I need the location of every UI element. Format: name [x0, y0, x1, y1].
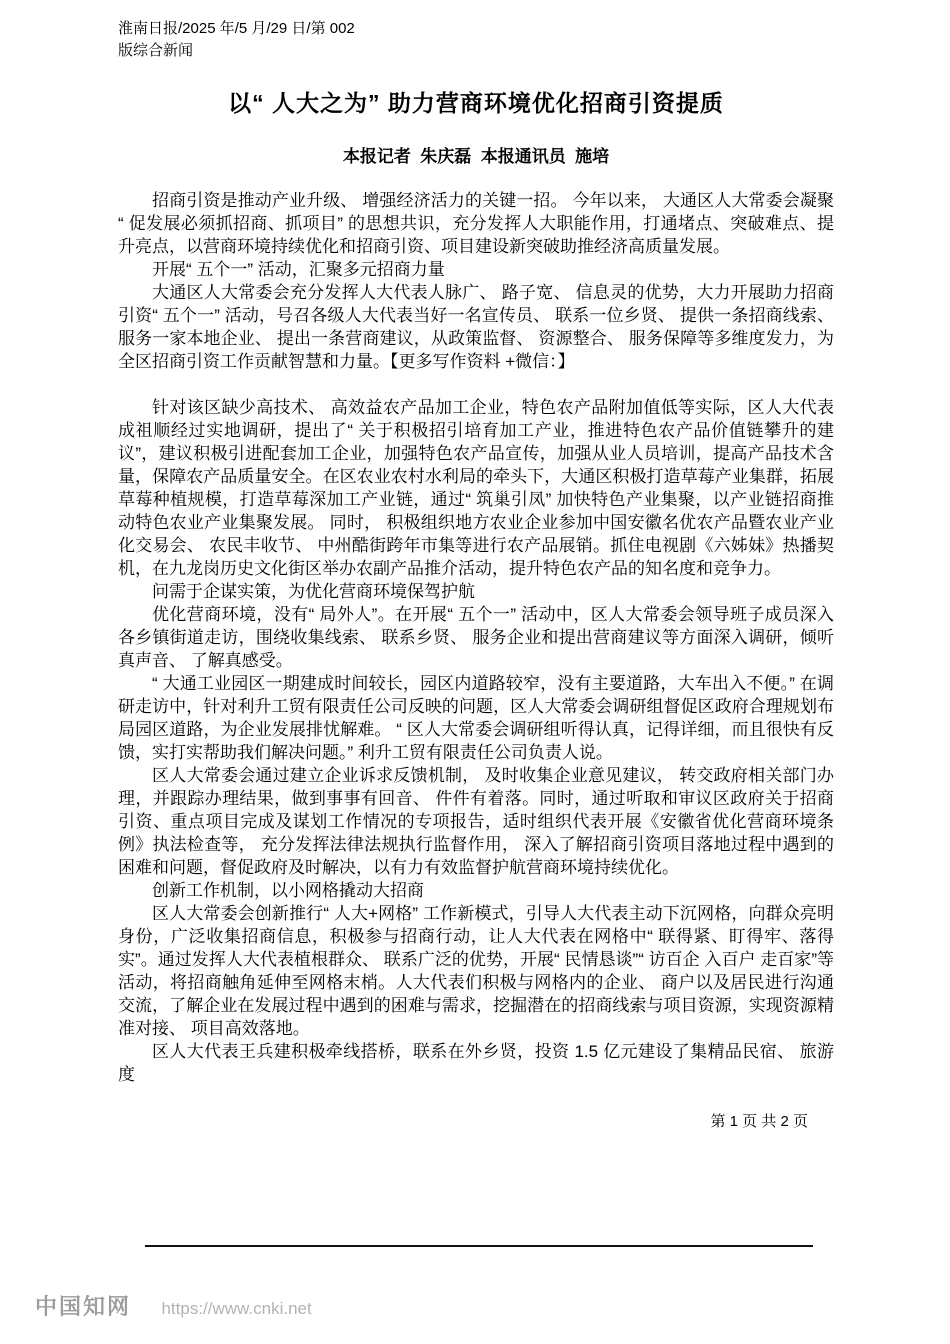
cnki-watermark: [35, 1290, 312, 1321]
source-header: [118, 18, 834, 62]
article-paragraph: 区人大代表王兵建积极牵线搭桥，联系在外乡贤，投资 1.5 亿元建设了集精品民宿、 旅游度: [118, 1042, 834, 1084]
article-paragraph: 区人大常委会创新推行“ 人大+网格” 工作新模式，引导人大代表主动下沉网格，向群众亮明身份，广泛收集招商信息，积极参与招商行动，让人大代表在网格中“ 联得紧、盯得牢、落得实”。通过发挥人大代表植根群众、 联系广泛的优势，开展“ 民情恳谈”“ 访百企 入百户 走百家”等活动，将招商触角延伸至网格末梢。人大代表们积极与网格内的企业、 商户以及居民进行沟通交流，了解企业在发展过程中遇到的困难与需求，挖掘潜在的招商线索与项目资源，实现资源精准对接、 项目高效落地。: [118, 904, 834, 1038]
article-paragraph: 大通区人大常委会充分发挥人大代表人脉广、 路子宽、 信息灵的优势，大力开展助力招商引资“ 五个一” 活动，号召各级人大代表当好一名宣传员、 联系一位乡贤、 提供一条招商线索、 服务一家本地企业、 提出一条营商建议，从政策监督、 资源整合、 服务保障等多维度发力，为全区招商引资工作贡献智慧和力量。【更多写作资料 +微信：】: [118, 283, 834, 371]
source-header-line-1: 淮南日报/2025 年/5 月/29 日/第 002: [118, 20, 355, 37]
article-paragraph: 区人大常委会通过建立企业诉求反馈机制， 及时收集企业意见建议， 转交政府相关部门办理，并跟踪办理结果，做到事事有回音、 件件有着落。同时，通过听取和审议区政府关于招商引资、重点项目完成及谋划工作情况的专项报告，适时组织代表开展《安徽省优化营商环境条例》执法检查等， 充分发挥法律法规执行监督作用， 深入了解招商引资项目落地过程中遇到的困难和问题，督促政府及时解决，以有力有效监督护航营商环境持续优化。: [118, 766, 834, 877]
cnki-url-text: https://www.cnki.net: [161, 1299, 312, 1318]
page-number-indicator: 第 1 页 共 2 页: [710, 1113, 808, 1130]
article-title: 以“ 人大之为” 助力营商环境优化招商引资提质: [228, 90, 724, 116]
footer-divider-line: [145, 1245, 813, 1247]
source-header-line-2: 版综合新闻: [118, 42, 194, 59]
section-heading: 开展“ 五个一” 活动，汇聚多元招商力量: [152, 260, 445, 279]
article-paragraph: 招商引资是推动产业升级、 增强经济活力的关键一招。 今年以来， 大通区人大常委会凝聚 “ 促发展必须抓招商、抓项目” 的思想共识，充分发挥人大职能作用，打通堵点、突破难点、提升亮点，以营商环境持续优化和招商引资、项目建设新突破助推经济高质量发展。: [118, 191, 834, 256]
section-heading: 问需于企谋实策，为优化营商环境保驾护航: [152, 582, 475, 601]
section-heading: 创新工作机制，以小网格撬动大招商: [152, 881, 424, 900]
paragraph-spacer: [118, 373, 834, 396]
cnki-logo-text: 中国知网: [35, 1294, 132, 1319]
article-paragraph: “ 大通工业园区一期建成时间较长，园区内道路较窄，没有主要道路，大车出入不便。” 在调研走访中，针对利升工贸有限责任公司反映的问题，区人大常委会调研组督促区政府合理规划布局园区道路，为企业发展排忧解难。 “ 区人大常委会调研组听得认真，记得详细，而且很快有反馈，实打实帮助我们解决问题。” 利升工贸有限责任公司负责人说。: [118, 674, 834, 762]
article-paragraph: 针对该区缺少高技术、 高效益农产品加工企业，特色农产品附加值低等实际，区人大代表成祖顺经过实地调研，提出了“ 关于积极招引培育加工产业，推进特色农产品价值链攀升的建议”，建议积极引进配套加工企业，加强特色农产品宣传，加强从业人员培训，提高产品技术含量，保障农产品质量安全。在区农业农村水利局的牵头下，大通区积极打造草莓产业集群，拓展草莓种植规模，打造草莓深加工产业链，通过“ 筑巢引凤” 加快特色产业集聚，以产业链招商推动特色农业产业集聚发展。 同时， 积极组织地方农业企业参加中国安徽名优农产品暨农业产业化交易会、 农民丰收节、 中州酷街跨年市集等进行农产品展销。抓住电视剧《六姊妹》热播契机，在九龙岗历史文化街区举办农副产品推介活动，提升特色农产品的知名度和竞争力。: [118, 398, 834, 578]
article-body: [118, 189, 834, 1086]
article-byline: 本报记者 朱庆磊 本报通讯员 施培: [342, 147, 610, 166]
article-paragraph: 优化营商环境，没有“ 局外人”。在开展“ 五个一” 活动中，区人大常委会领导班子成员深入各乡镇街道走访，围绕收集线索、 联系乡贤、 服务企业和提出营商建议等方面深入调研，倾听真声音、 了解真感受。: [118, 605, 834, 670]
article-column: [118, 18, 834, 1131]
